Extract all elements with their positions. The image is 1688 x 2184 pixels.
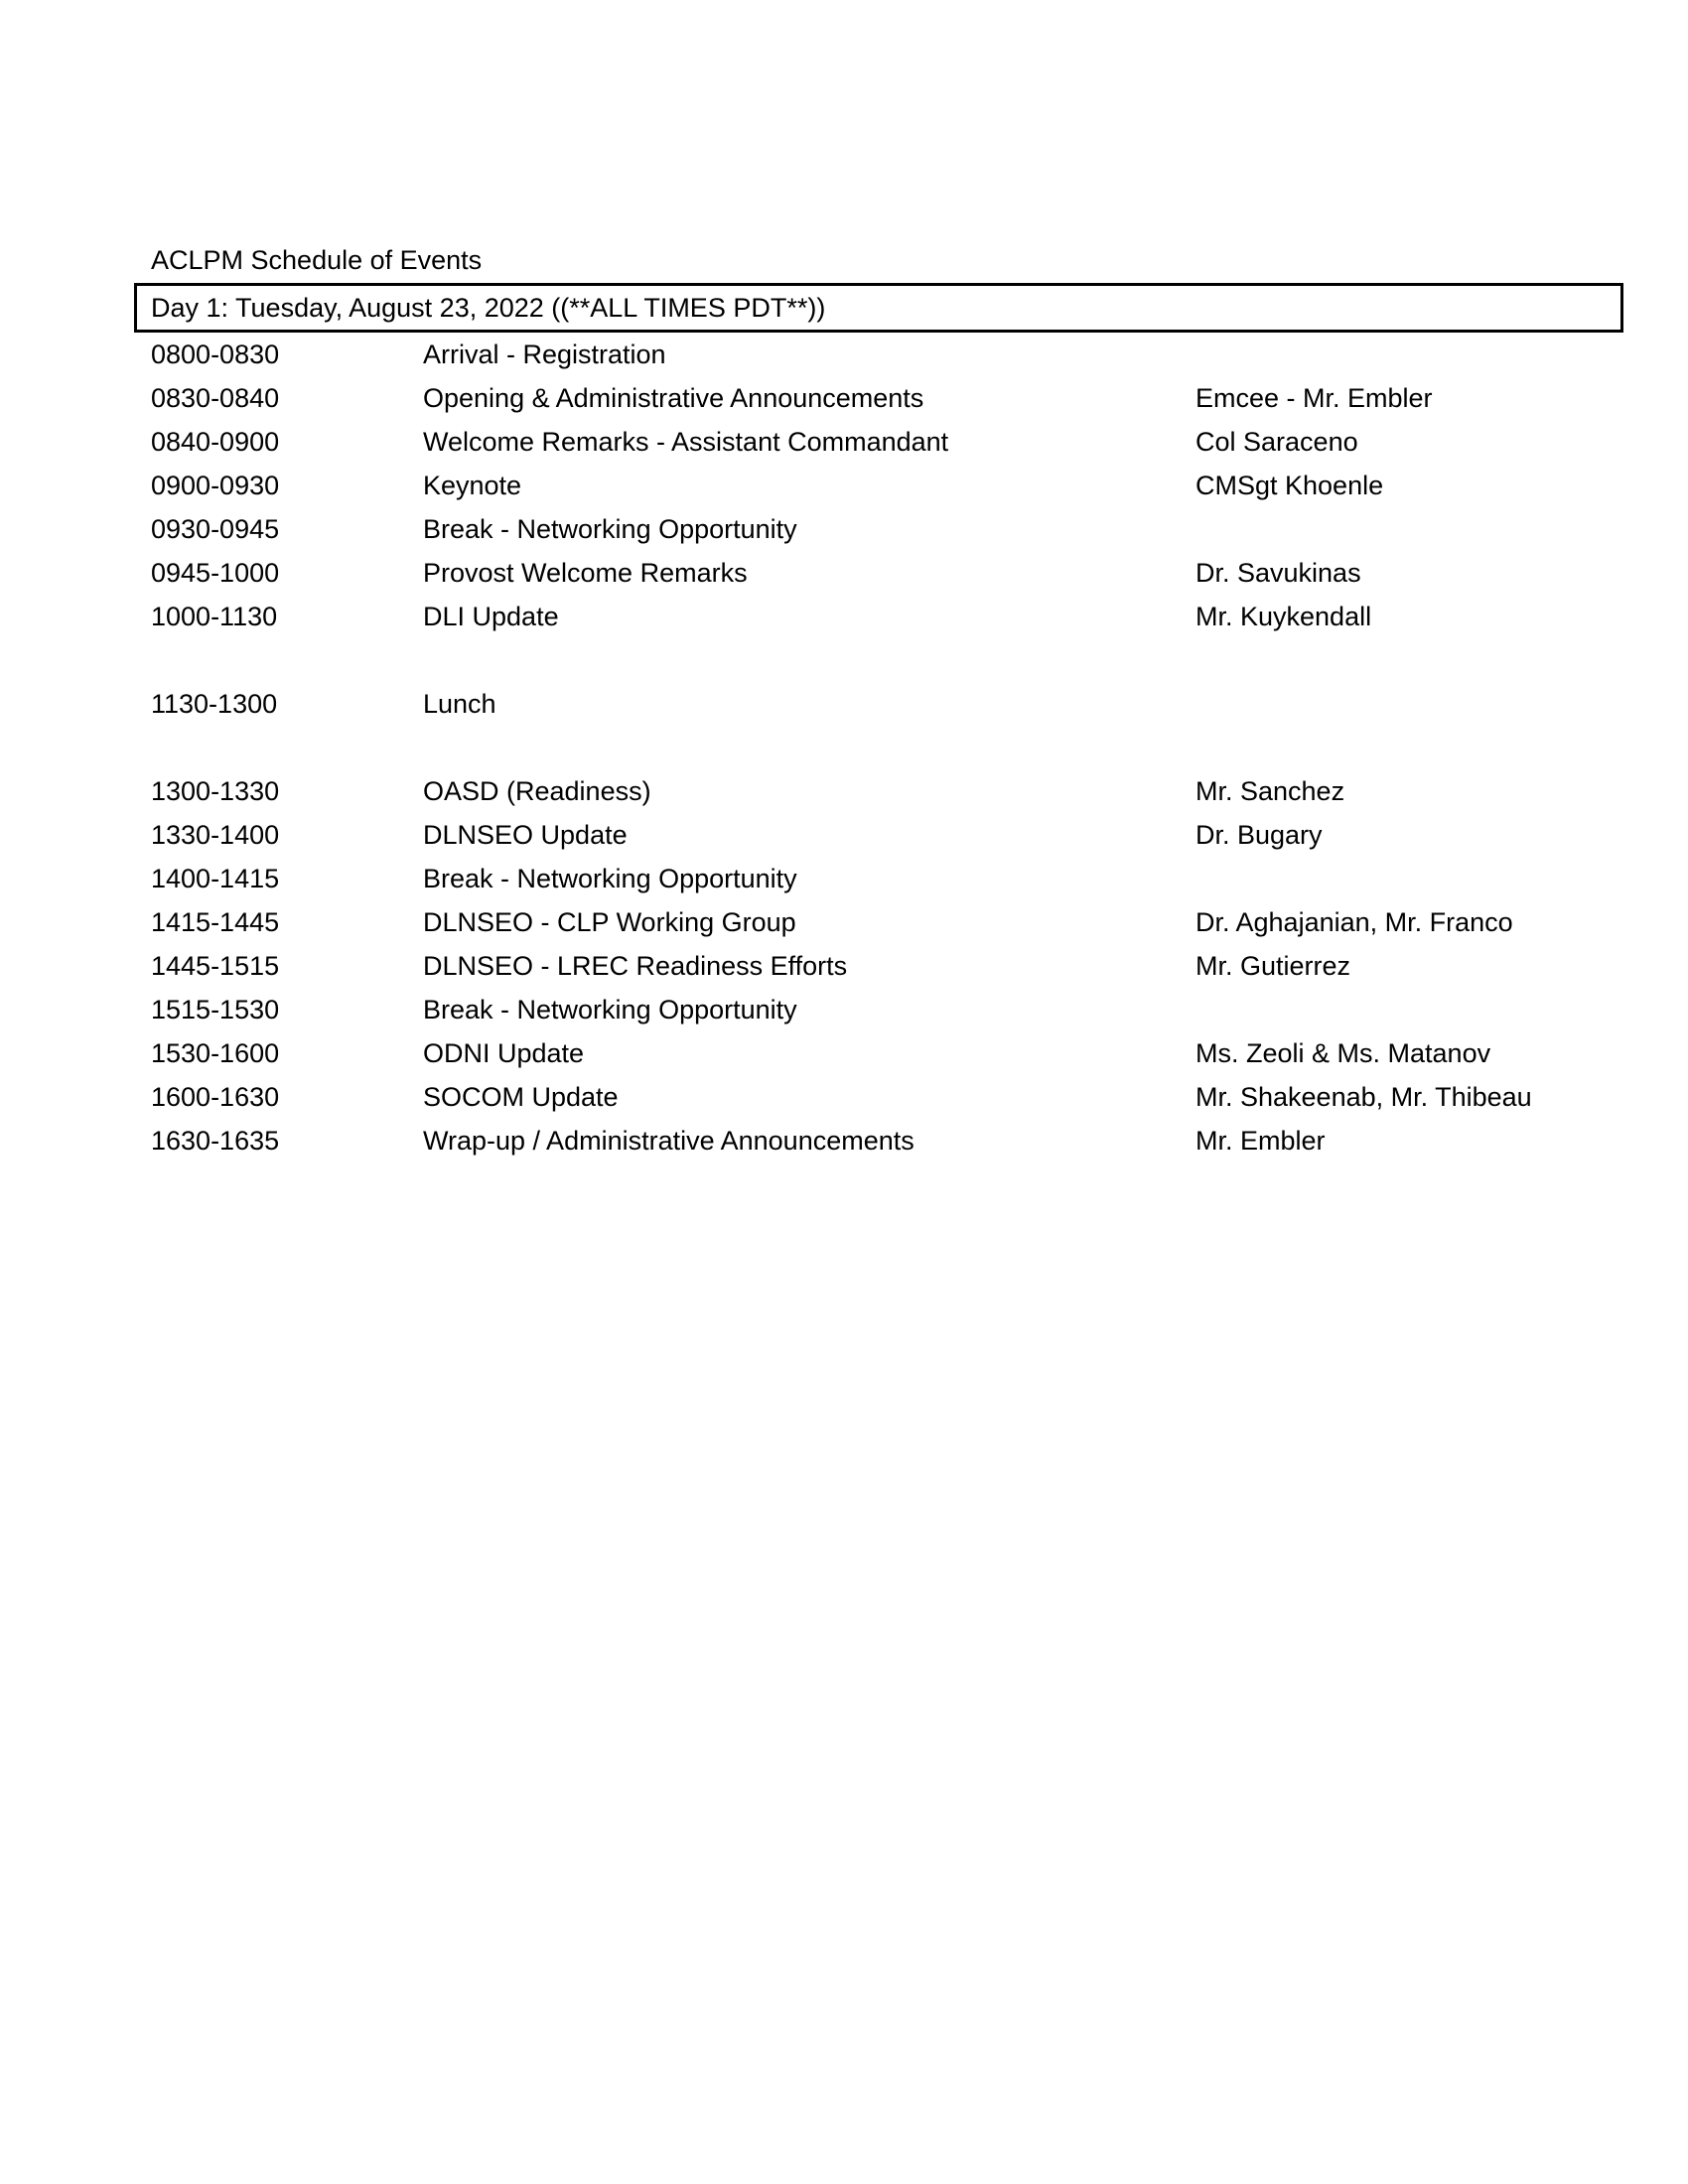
schedule-row (0, 688, 1688, 732)
event-cell: ODNI Update (423, 1038, 585, 1068)
schedule-row (0, 1081, 1688, 1125)
schedule-row (0, 644, 1688, 688)
event-cell: Arrival - Registration (423, 340, 666, 369)
event-cell: Provost Welcome Remarks (423, 558, 748, 588)
schedule-row (0, 382, 1688, 426)
speaker-cell: Mr. Gutierrez (1196, 951, 1351, 981)
event-cell: Lunch (423, 689, 496, 719)
event-cell: Wrap-up / Administrative Announcements (423, 1126, 914, 1156)
schedule-table (0, 339, 1688, 1168)
schedule-row (0, 470, 1688, 513)
speaker-cell: Mr. Embler (1196, 1126, 1326, 1156)
time-cell: 1515-1530 (151, 995, 280, 1024)
speaker-cell: Mr. Shakeenab, Mr. Thibeau (1196, 1082, 1532, 1112)
event-cell: OASD (Readiness) (423, 776, 651, 806)
time-cell: 1300-1330 (151, 776, 280, 806)
time-cell: 1530-1600 (151, 1038, 280, 1068)
speaker-cell: Mr. Sanchez (1196, 776, 1345, 806)
event-cell: DLI Update (423, 602, 559, 631)
schedule-row (0, 513, 1688, 557)
event-cell: DLNSEO - CLP Working Group (423, 907, 796, 937)
time-cell: 0945-1000 (151, 558, 280, 588)
speaker-cell: Col Saraceno (1196, 427, 1358, 457)
event-cell: Opening & Administrative Announcements (423, 383, 924, 413)
event-cell: SOCOM Update (423, 1082, 619, 1112)
schedule-row (0, 339, 1688, 382)
speaker-cell: Ms. Zeoli & Ms. Matanov (1196, 1038, 1491, 1068)
event-cell: Welcome Remarks - Assistant Commandant (423, 427, 949, 457)
time-cell: 1445-1515 (151, 951, 280, 981)
schedule-row (0, 426, 1688, 470)
schedule-row (0, 863, 1688, 906)
speaker-cell: Dr. Bugary (1196, 820, 1323, 850)
schedule-row (0, 819, 1688, 863)
speaker-cell: Emcee - Mr. Embler (1196, 383, 1433, 413)
time-cell: 1415-1445 (151, 907, 280, 937)
time-cell: 1630-1635 (151, 1126, 280, 1156)
event-cell: Break - Networking Opportunity (423, 864, 797, 893)
event-cell: DLNSEO Update (423, 820, 628, 850)
time-cell: 0830-0840 (151, 383, 280, 413)
schedule-row (0, 1125, 1688, 1168)
schedule-row (0, 994, 1688, 1037)
schedule-row (0, 775, 1688, 819)
day-header: Day 1: Tuesday, August 23, 2022 ((**ALL TIMES PDT**)) (151, 293, 826, 323)
time-cell: 0900-0930 (151, 471, 280, 500)
time-cell: 1600-1630 (151, 1082, 280, 1112)
speaker-cell: Dr. Savukinas (1196, 558, 1361, 588)
event-cell: DLNSEO - LREC Readiness Efforts (423, 951, 848, 981)
schedule-row (0, 601, 1688, 644)
time-cell: 0800-0830 (151, 340, 280, 369)
time-cell: 0840-0900 (151, 427, 280, 457)
time-cell: 1000-1130 (151, 602, 278, 631)
time-cell: 0930-0945 (151, 514, 280, 544)
day-header-box (134, 283, 1623, 333)
speaker-cell: CMSgt Khoenle (1196, 471, 1384, 500)
time-cell: 1400-1415 (151, 864, 280, 893)
schedule-row (0, 557, 1688, 601)
schedule-row (0, 950, 1688, 994)
event-cell: Keynote (423, 471, 522, 500)
event-cell: Break - Networking Opportunity (423, 995, 797, 1024)
schedule-row (0, 732, 1688, 775)
schedule-row (0, 906, 1688, 950)
schedule-row (0, 1037, 1688, 1081)
time-cell: 1130-1300 (151, 689, 278, 719)
speaker-cell: Mr. Kuykendall (1196, 602, 1372, 631)
event-cell: Break - Networking Opportunity (423, 514, 797, 544)
time-cell: 1330-1400 (151, 820, 280, 850)
speaker-cell: Dr. Aghajanian, Mr. Franco (1196, 907, 1513, 937)
document-title: ACLPM Schedule of Events (151, 245, 483, 275)
